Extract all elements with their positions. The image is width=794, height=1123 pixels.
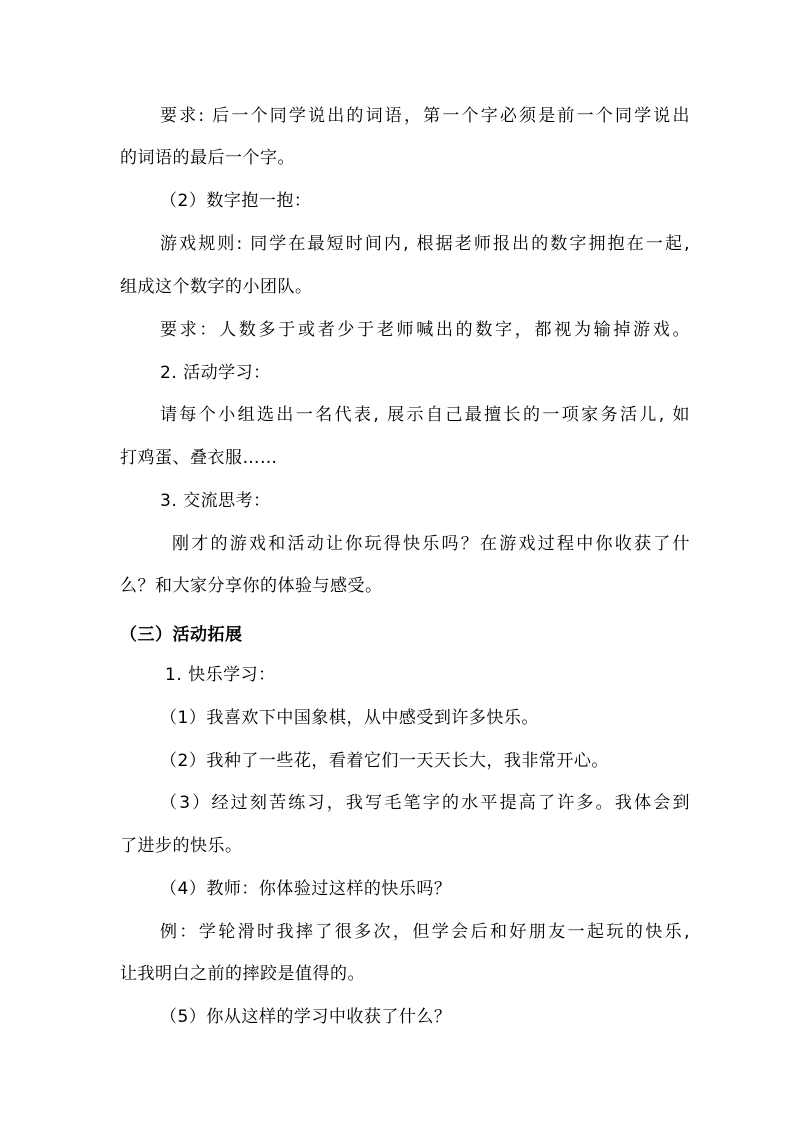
subsection-heading: 3. 交流思考： (160, 491, 271, 511)
paragraph-line: 组成这个数字的小团队。 (120, 277, 313, 297)
subsection-heading: 1. 快乐学习： (165, 665, 276, 685)
paragraph-line: （3）经过刻苦练习，我写毛笔字的水平提高了许多。我体会到 (160, 793, 690, 813)
paragraph-line: 游戏规则: 同学在最短时间内, 根据老师报出的数字拥抱在一起, (160, 234, 690, 254)
paragraph-line: 例：学轮滑时我摔了很多次，但学会后和好朋友一起玩的快乐, (160, 922, 690, 942)
paragraph-line: 刚才的游戏和活动让你玩得快乐吗？在游戏过程中你收获了什 (172, 534, 690, 554)
paragraph-line: 么？和大家分享你的体验与感受。 (120, 576, 383, 596)
paragraph-line: 打鸡蛋、叠衣服…… (120, 448, 278, 468)
section-heading: （三）活动拓展 (120, 625, 243, 645)
paragraph-line: 让我明白之前的摔跤是值得的。 (120, 964, 365, 984)
paragraph-line: （5）你从这样的学习中收获了什么？ (160, 1007, 452, 1027)
paragraph-line: 了进步的快乐。 (120, 836, 243, 856)
subsection-heading: 2. 活动学习： (160, 363, 271, 383)
paragraph-line: （1）我喜欢下中国象棋，从中感受到许多快乐。 (160, 708, 539, 728)
paragraph-line: 的词语的最后一个字。 (120, 148, 295, 168)
paragraph-line: （2）我种了一些花，看着它们一天天长大，我非常开心。 (160, 751, 609, 771)
paragraph-line: 要求：人数多于或者少于老师喊出的数字，都视为输掉游戏。 (160, 320, 690, 340)
paragraph-line: 要求: 后一个同学说出的词语，第一个字必须是前一个同学说出 (160, 106, 690, 126)
subsection-heading: （2）数字抱一抱： (160, 191, 312, 211)
paragraph-line: 请每个小组选出一名代表, 展示自己最擅长的一项家务活儿, 如 (160, 405, 690, 425)
paragraph-line: （4）教师：你体验过这样的快乐吗？ (160, 879, 452, 899)
